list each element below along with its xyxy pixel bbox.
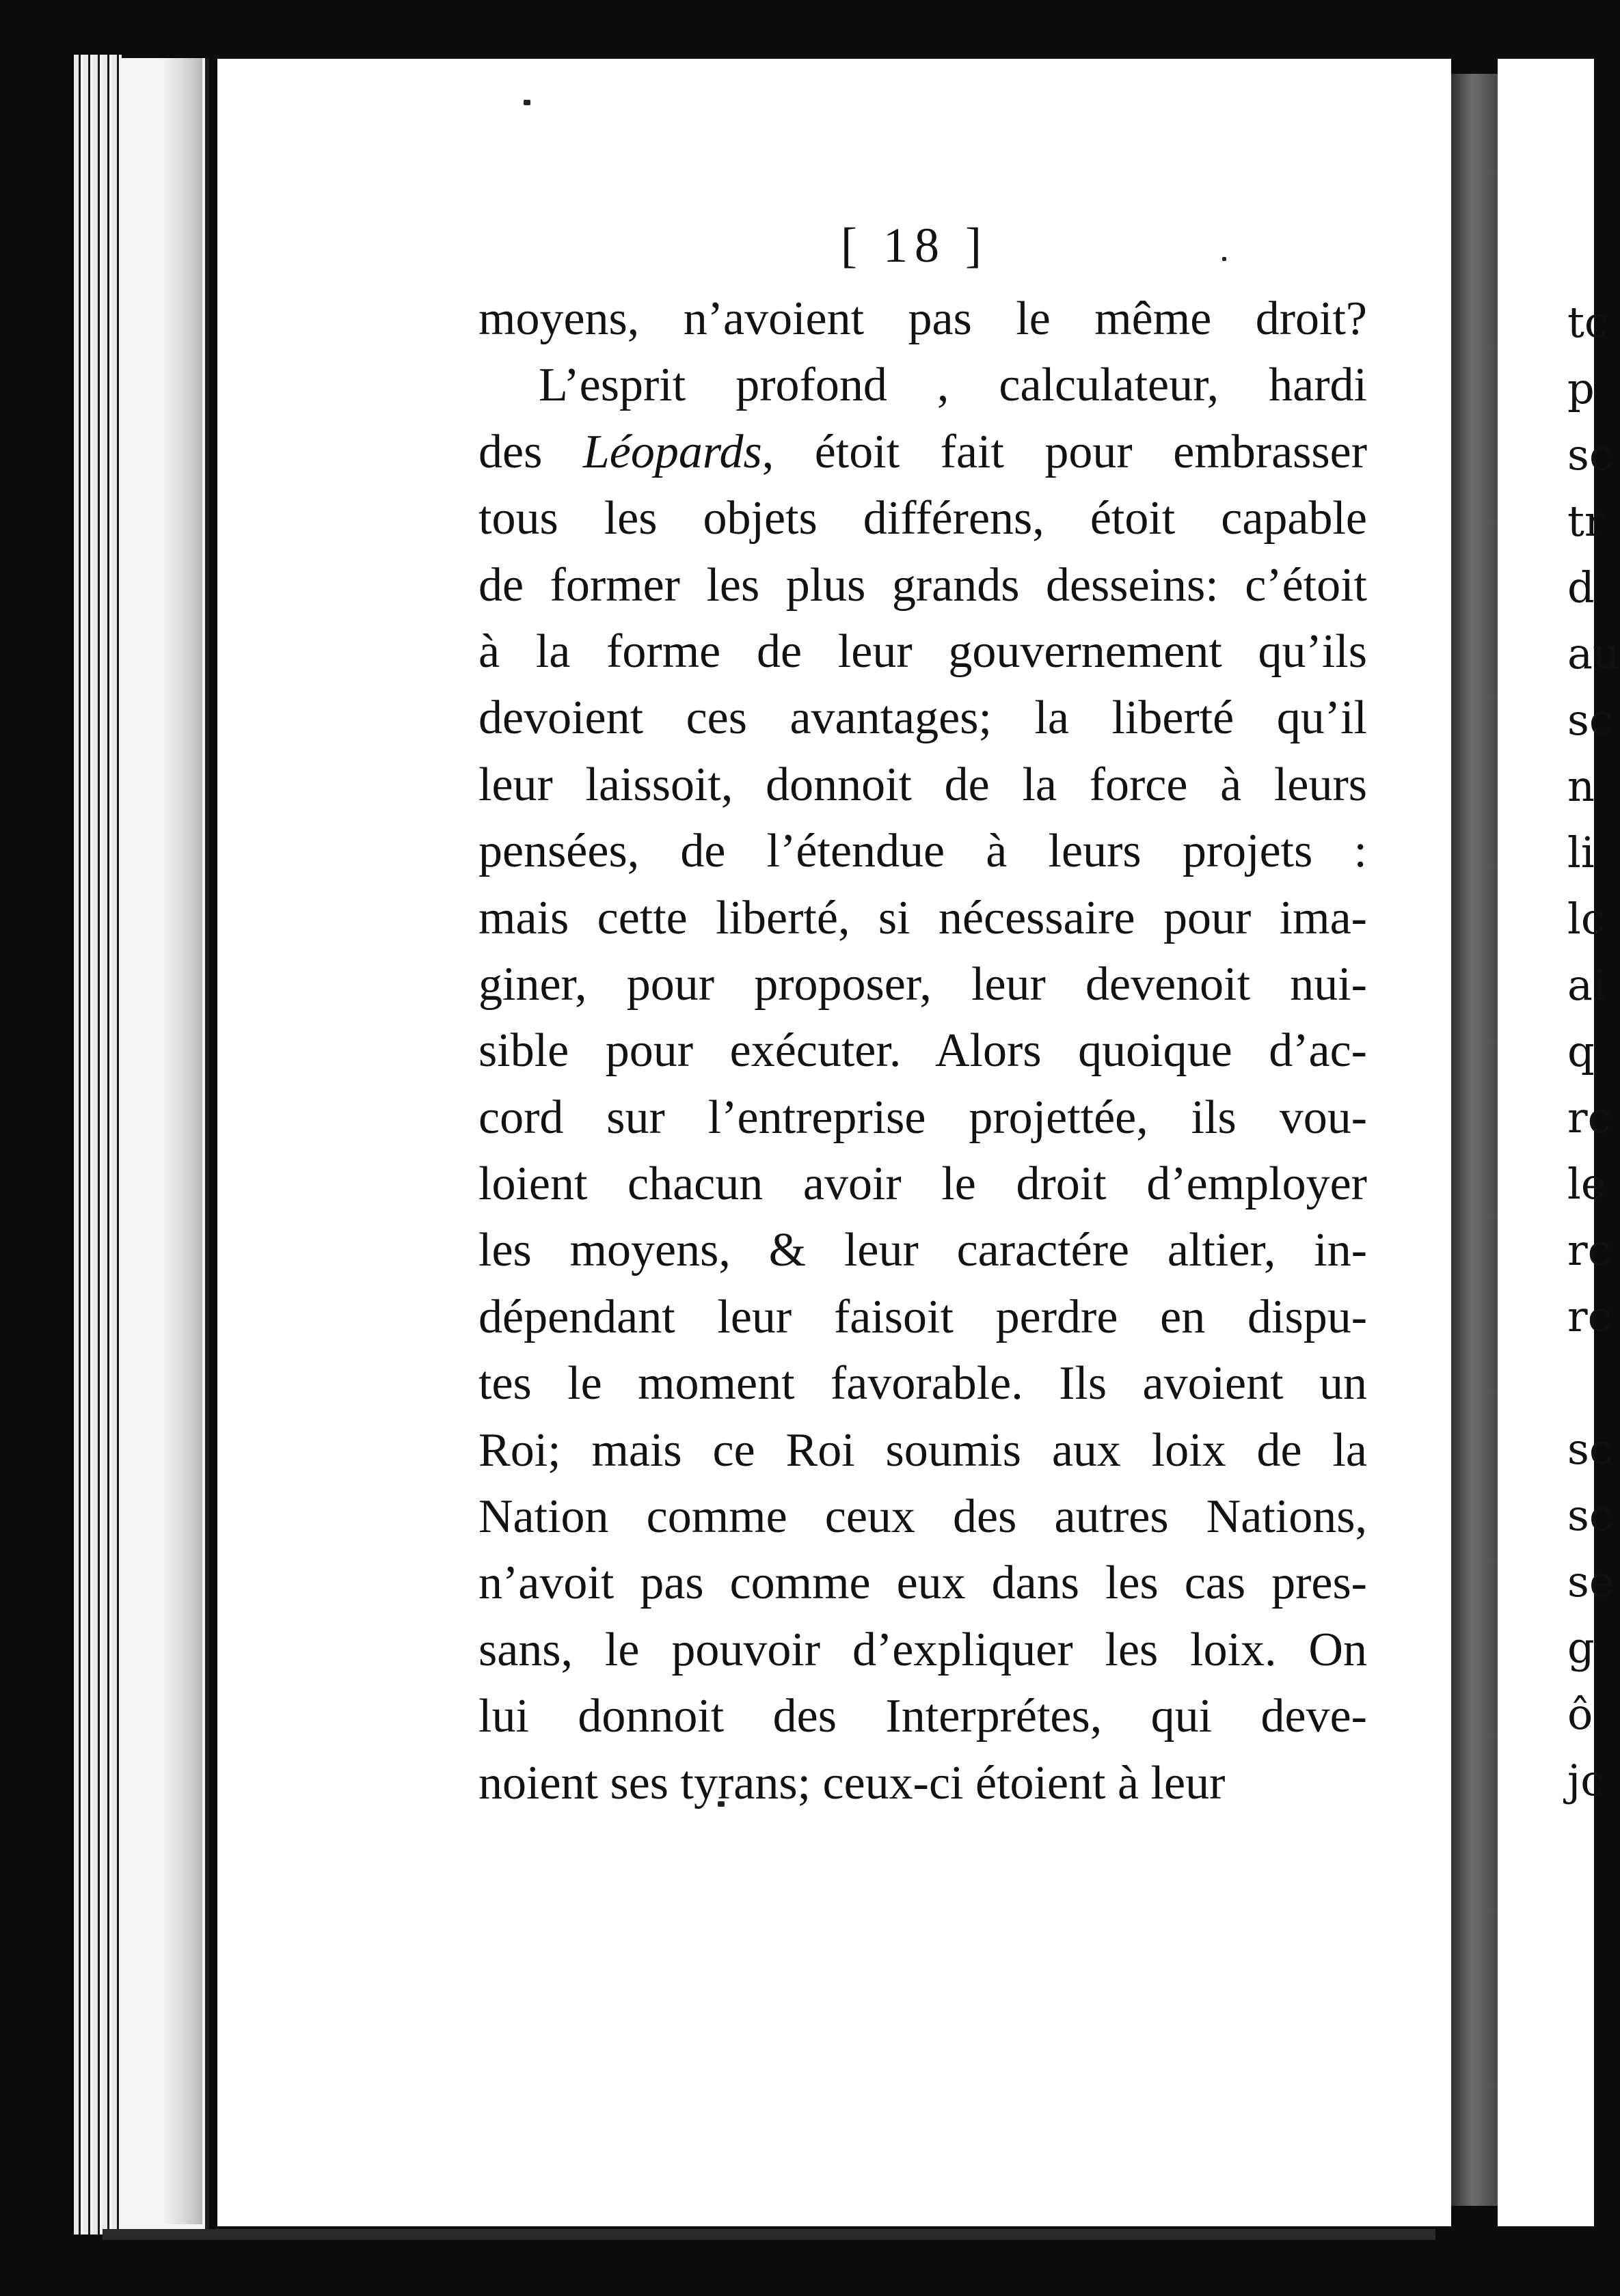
text-line: lui donnoit des Interprétes, qui deve-	[478, 1690, 1367, 1743]
spine-shadow	[161, 58, 202, 2224]
facing-text-fragment: se	[1567, 1557, 1615, 1607]
text-line: sible pour exécuter. Alors quoique d’ac-	[478, 1024, 1367, 1078]
facing-text-fragment: sc	[1567, 1424, 1613, 1474]
facing-page	[1498, 59, 1620, 2226]
text-line: les moyens, & leur caractére altier, in-	[478, 1224, 1367, 1277]
text-line: moyens, n’avoient pas le même droit?	[478, 292, 1367, 345]
facing-text-fragment: tc	[1567, 297, 1608, 347]
text-line: pensées, de l’étendue à leurs projets :	[478, 825, 1367, 878]
facing-text-fragment: sc	[1567, 1490, 1613, 1540]
text-line: loient chacun avoir le droit d’employer	[478, 1158, 1367, 1211]
text-line: dépendant leur faisoit perdre en dispu-	[478, 1290, 1367, 1343]
facing-text-fragment: au	[1567, 629, 1620, 679]
text-line: noient ses tyrans; ceux-ci étoient à leur	[478, 1756, 1226, 1809]
facing-text-fragment: g	[1567, 1623, 1595, 1673]
facing-text-fragment: sc	[1567, 430, 1613, 480]
facing-text-fragment: n	[1567, 761, 1595, 811]
text-line: devoient ces avantages; la liberté qu’il	[478, 692, 1367, 745]
body-text	[478, 286, 1367, 1816]
text-line: giner, pour proposer, leur devenoit nui-	[478, 957, 1367, 1011]
facing-text-fragment: lc	[1567, 894, 1605, 944]
facing-text-fragment: ai	[1567, 960, 1606, 1010]
text-line: tes le moment favorable. Ils avoient un	[478, 1357, 1367, 1410]
page-number: [ 18 ]	[841, 218, 988, 273]
facing-text-fragment: sc	[1567, 695, 1613, 745]
text-run: , étoit fait pour embrasser	[761, 425, 1368, 478]
text-line: Nation comme ceux des autres Nations,	[478, 1490, 1367, 1544]
text-line: leur laissoit, donnoit de la force à leurs	[478, 758, 1367, 811]
facing-text-fragment: ô	[1567, 1689, 1593, 1739]
facing-text-fragment: rc	[1567, 1292, 1612, 1341]
text-line: sans, le pouvoir d’expliquer les loix. On	[478, 1623, 1367, 1676]
facing-text-fragment: p	[1567, 364, 1595, 413]
text-line: à la forme de leur gouvernement qu’ils	[478, 625, 1367, 678]
text-line: Roi; mais ce Roi soumis aux loix de la	[478, 1423, 1367, 1477]
paper-speck	[524, 100, 530, 105]
paper-speck	[1222, 257, 1226, 261]
italic-term: Léopards	[582, 425, 762, 478]
text-line	[478, 419, 1367, 485]
facing-text-fragment: tr	[1567, 496, 1605, 546]
text-line: mais cette liberté, si nécessaire pour ima-	[478, 891, 1367, 944]
text-line: L’esprit profond , calculateur, hardi	[539, 359, 1367, 412]
text-line: tous les objets différens, étoit capable	[478, 492, 1367, 545]
text-line: cord sur l’entreprise projettée, ils vou-	[478, 1091, 1367, 1144]
facing-text-fragment: rc	[1567, 1093, 1612, 1143]
text-line: de former les plus grands desseins: c’étoit	[478, 558, 1367, 612]
facing-text-fragment: q	[1567, 1026, 1595, 1076]
bottom-edge	[103, 2229, 1435, 2240]
page-edges	[74, 55, 122, 2234]
gutter-shadow	[1451, 74, 1498, 2206]
facing-text-fragment: jc	[1567, 1755, 1604, 1805]
text-line: n’avoit pas comme eux dans les cas pres-	[478, 1557, 1367, 1610]
facing-text-fragment: d	[1567, 562, 1595, 612]
facing-text-fragment: li	[1567, 828, 1595, 877]
facing-text-fragment: rc	[1567, 1225, 1612, 1275]
facing-text-fragment: le	[1567, 1159, 1606, 1209]
text-run: des	[478, 425, 583, 478]
